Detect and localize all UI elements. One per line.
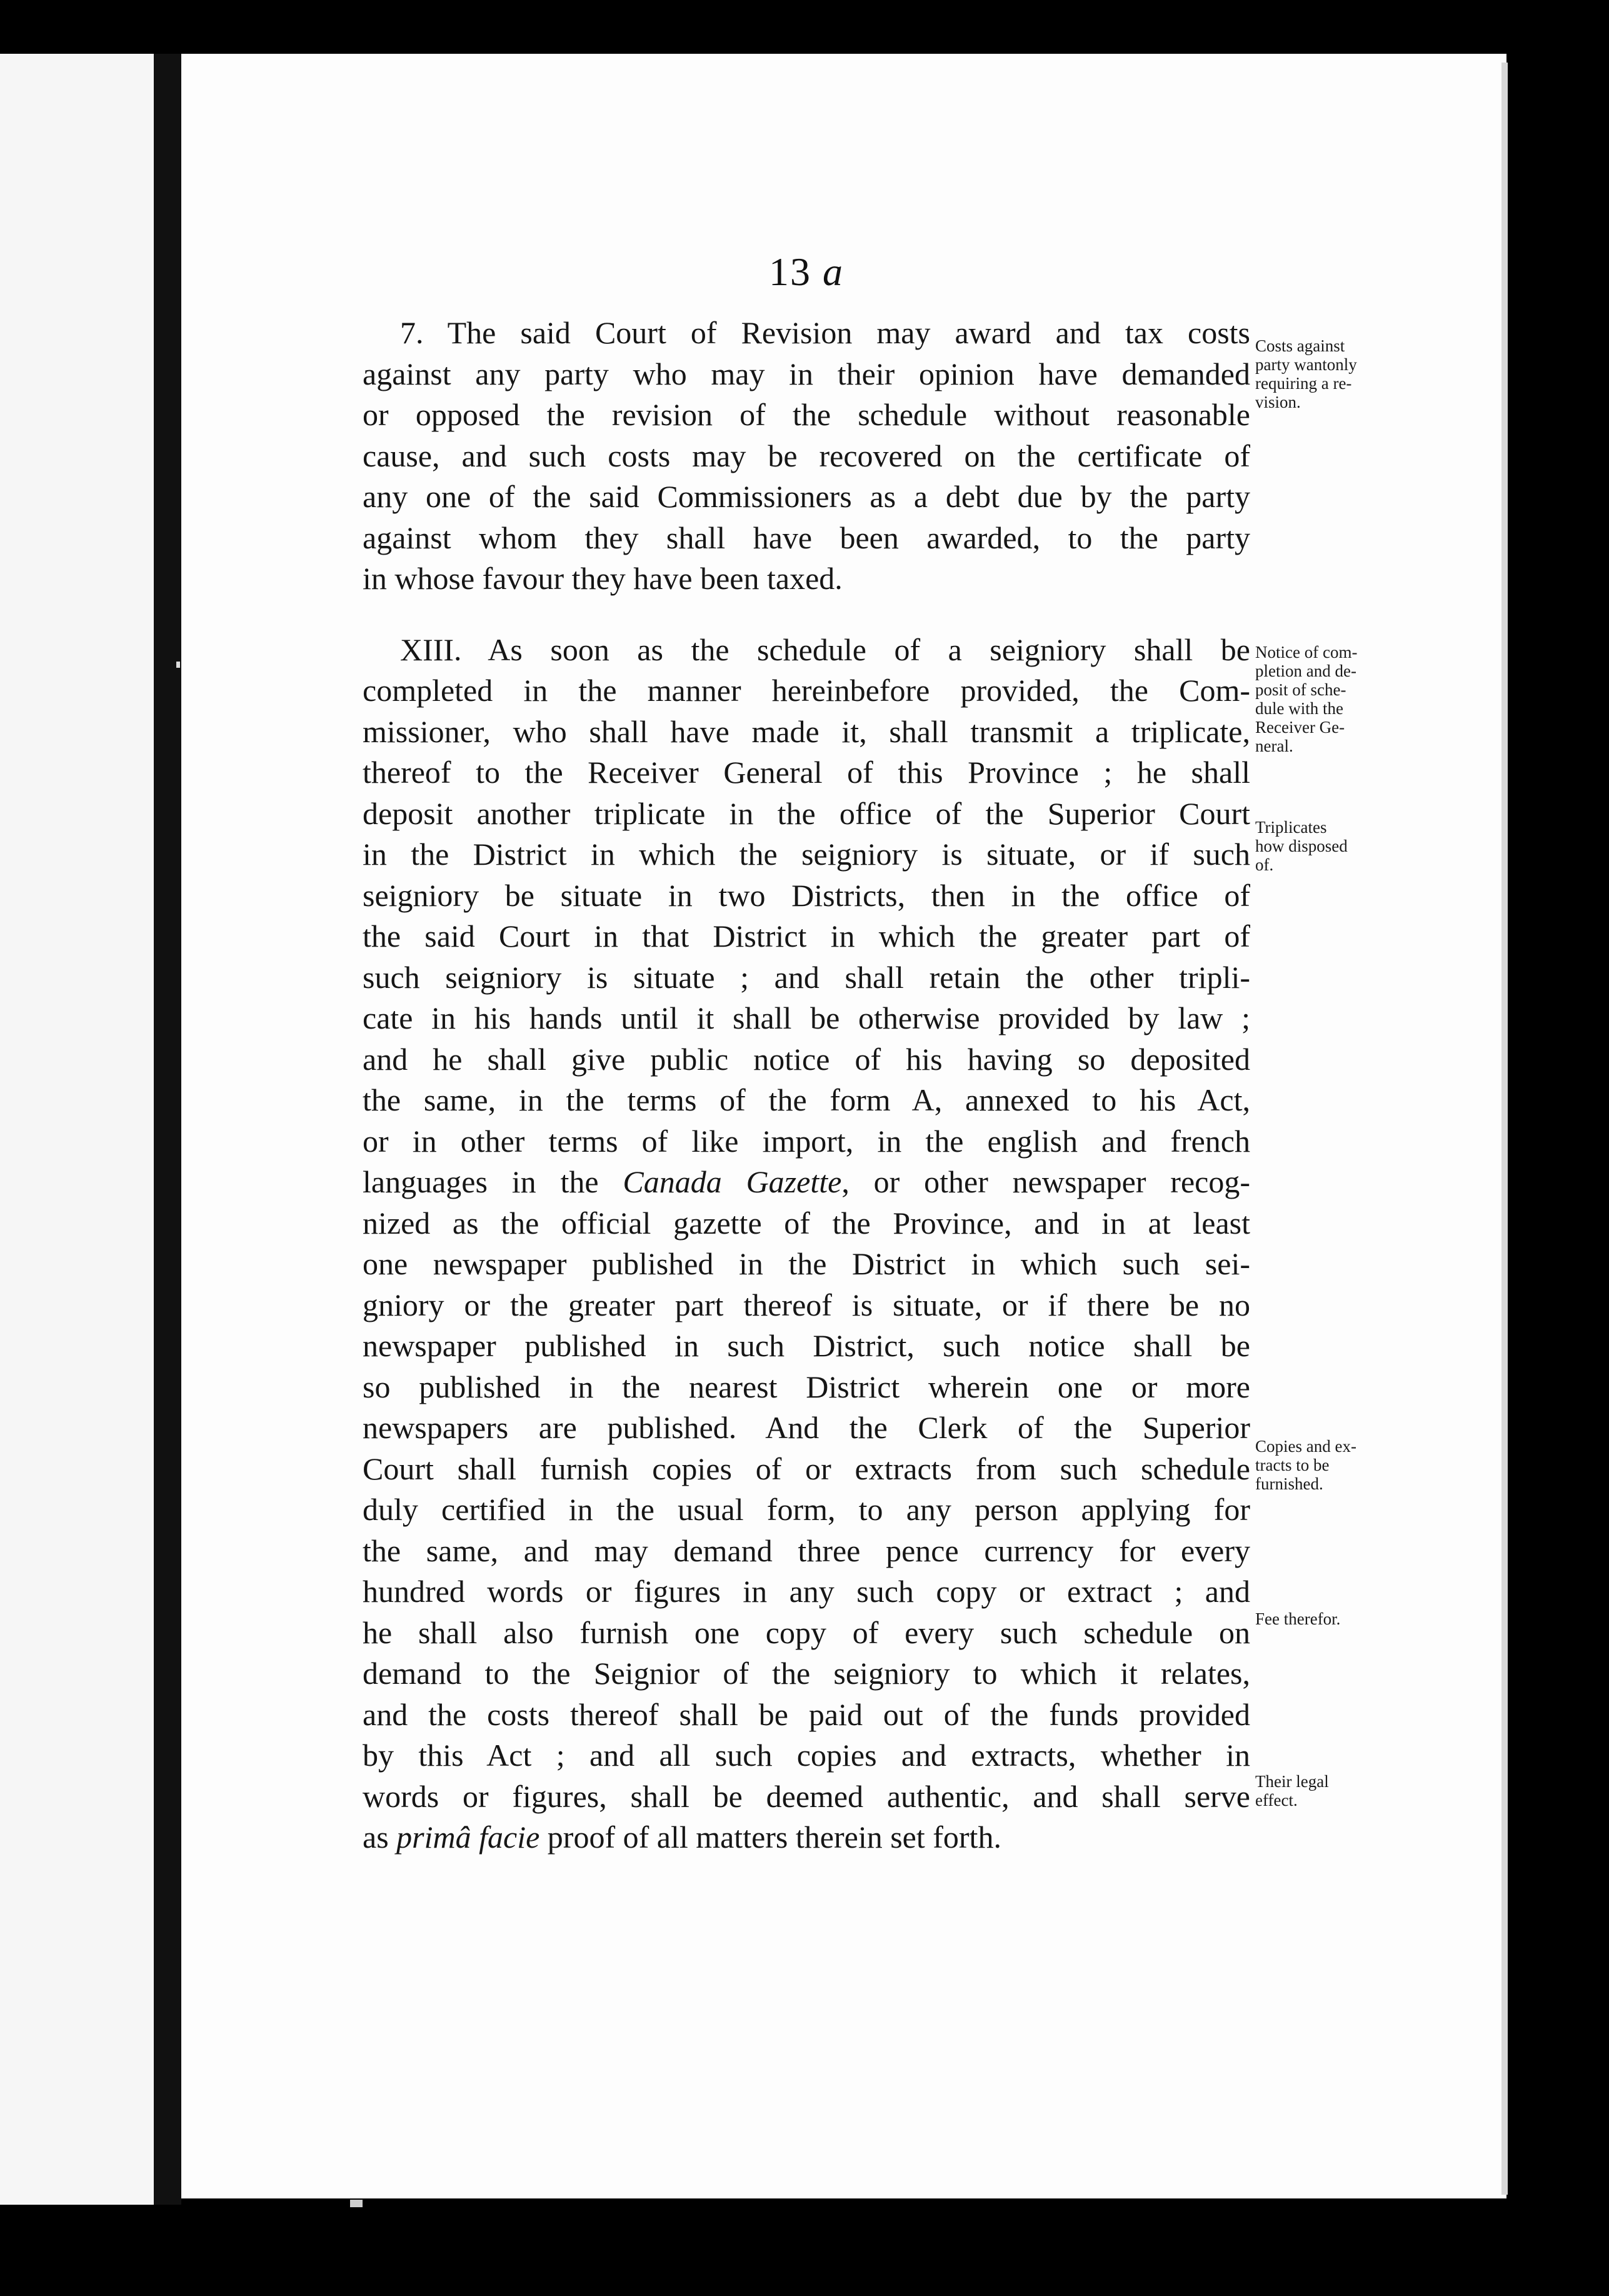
text-line: duly certified in the usual form, to any person applying for (363, 1492, 1250, 1527)
text-line: gniory or the greater part thereof is situate, or if there be no (363, 1287, 1250, 1322)
text-line: against any party who may in their opinion have demanded (363, 356, 1250, 391)
margin-note-notice (1255, 643, 1418, 755)
paragraph-xiii (363, 630, 1250, 1858)
text-line: in the District in which the seigniory is situate, or if such (363, 837, 1250, 872)
margin-note-line: furnished. (1255, 1474, 1323, 1493)
text-line: deposit another triplicate in the office of the Superior Court (363, 795, 1250, 831)
text-line: so published in the nearest District wherein one or more (363, 1369, 1250, 1404)
margin-note-line: Costs against (1255, 336, 1345, 355)
text-line-prima-facie (363, 1817, 1250, 1858)
text-line: hundred words or figures in any such copy or extract ; and (363, 1574, 1250, 1609)
margin-note-line: of. (1255, 855, 1274, 874)
page-number (769, 249, 844, 295)
text-line: the said Court in that District in which the greater part of (363, 919, 1250, 954)
text-line: cause, and such costs may be recovered on the certificate of (363, 438, 1250, 473)
margin-note-line: pletion and de- (1255, 662, 1356, 680)
margin-note-line: Fee therefor. (1255, 1609, 1341, 1628)
text-line: Court shall furnish copies of or extracts from such schedule (363, 1451, 1250, 1486)
text-line: and the costs thereof shall be paid out of the funds provided (363, 1696, 1250, 1732)
margin-note-line: posit of sche- (1255, 680, 1346, 699)
text-line: newspaper published in such District, such notice shall be (363, 1328, 1250, 1363)
left-margin-mark (176, 662, 180, 668)
margin-note-line: effect. (1255, 1791, 1298, 1810)
margin-note-triplicates (1255, 818, 1418, 874)
prima-facie: primâ facie (396, 1820, 540, 1855)
margin-note-line: party wantonly (1255, 355, 1357, 374)
text-segment: proof of all matters therein set forth. (539, 1820, 1001, 1855)
text-line: he shall also furnish one copy of every such schedule on (363, 1614, 1250, 1650)
bottom-margin-mark (350, 2200, 363, 2207)
page-edge-shadow (1501, 63, 1508, 2195)
margin-note-line: Copies and ex- (1255, 1437, 1356, 1456)
text-segment: , or other newspaper recog- (841, 1164, 1250, 1199)
margin-note-line: requiring a re- (1255, 374, 1352, 393)
text-line: missioner, who shall have made it, shall transmit a triplicate, (363, 713, 1250, 749)
text-line: cate in his hands until it shall be otherwise provided by law ; (363, 1000, 1250, 1035)
margin-note-line: how disposed (1255, 837, 1348, 855)
margin-note-line: tracts to be (1255, 1456, 1330, 1474)
margin-note-line: Receiver Ge- (1255, 718, 1345, 737)
margin-note-fee (1255, 1609, 1418, 1628)
text-line: completed in the manner hereinbefore provided, the Com- (363, 673, 1250, 708)
text-line: in whose favour they have been taxed. (363, 561, 843, 596)
margin-note-costs (1255, 336, 1418, 411)
margin-note-line: neral. (1255, 737, 1293, 755)
text-line: by this Act ; and all such copies and extracts, whether in (363, 1738, 1250, 1773)
text-line: thereof to the Receiver General of this Province ; he shall (363, 755, 1250, 790)
margin-note-line: Their legal (1255, 1772, 1329, 1791)
text-line: or opposed the revision of the schedule without reasonable (363, 397, 1250, 432)
margin-note-line: vision. (1255, 393, 1301, 411)
page-number-digits: 13 (769, 249, 811, 294)
paragraph-7 (363, 313, 1250, 600)
text-segment: languages in the (363, 1164, 599, 1199)
text-line: or in other terms of like import, in the english and french (363, 1123, 1250, 1159)
text-line: newspapers are published. And the Clerk of the Superior (363, 1410, 1250, 1445)
margin-note-copies (1255, 1437, 1418, 1493)
left-page-edge (0, 54, 154, 2205)
text-line: demand to the Seignior of the seigniory to which it relates, (363, 1656, 1250, 1691)
text-line: nized as the official gazette of the Province, and in at least (363, 1205, 1250, 1241)
text-line: words or figures, shall be deemed authentic, and shall serve (363, 1778, 1250, 1814)
text-line: 7. The said Court of Revision may award and tax costs (400, 315, 1250, 350)
margin-note-line: Notice of com- (1255, 643, 1358, 662)
text-line: seigniory be situate in two Districts, then in the office of (363, 877, 1250, 913)
text-line: against whom they shall have been awarded, to the party (363, 520, 1250, 555)
text-line-gazette (363, 1162, 1250, 1203)
text-segment: as (363, 1820, 389, 1855)
text-line: and he shall give public notice of his having so deposited (363, 1041, 1250, 1077)
book-spine-shadow (154, 54, 181, 2205)
text-line: such seigniory is situate ; and shall retain the other tripli- (363, 959, 1250, 995)
text-line: one newspaper published in the District in which such sei- (363, 1246, 1250, 1281)
text-line: XIII. As soon as the schedule of a seigniory shall be (400, 632, 1250, 667)
page-number-suffix: a (823, 249, 844, 294)
margin-note-line: Triplicates (1255, 818, 1327, 837)
text-line: the same, in the terms of the form A, annexed to his Act, (363, 1082, 1250, 1117)
margin-note-legal-effect (1255, 1772, 1418, 1810)
text-line: any one of the said Commissioners as a debt due by the party (363, 479, 1250, 514)
margin-note-line: dule with the (1255, 699, 1343, 718)
text-line: the same, and may demand three pence currency for every (363, 1533, 1250, 1568)
gazette-name: Canada Gazette (623, 1164, 842, 1199)
body-text (363, 313, 1250, 1858)
